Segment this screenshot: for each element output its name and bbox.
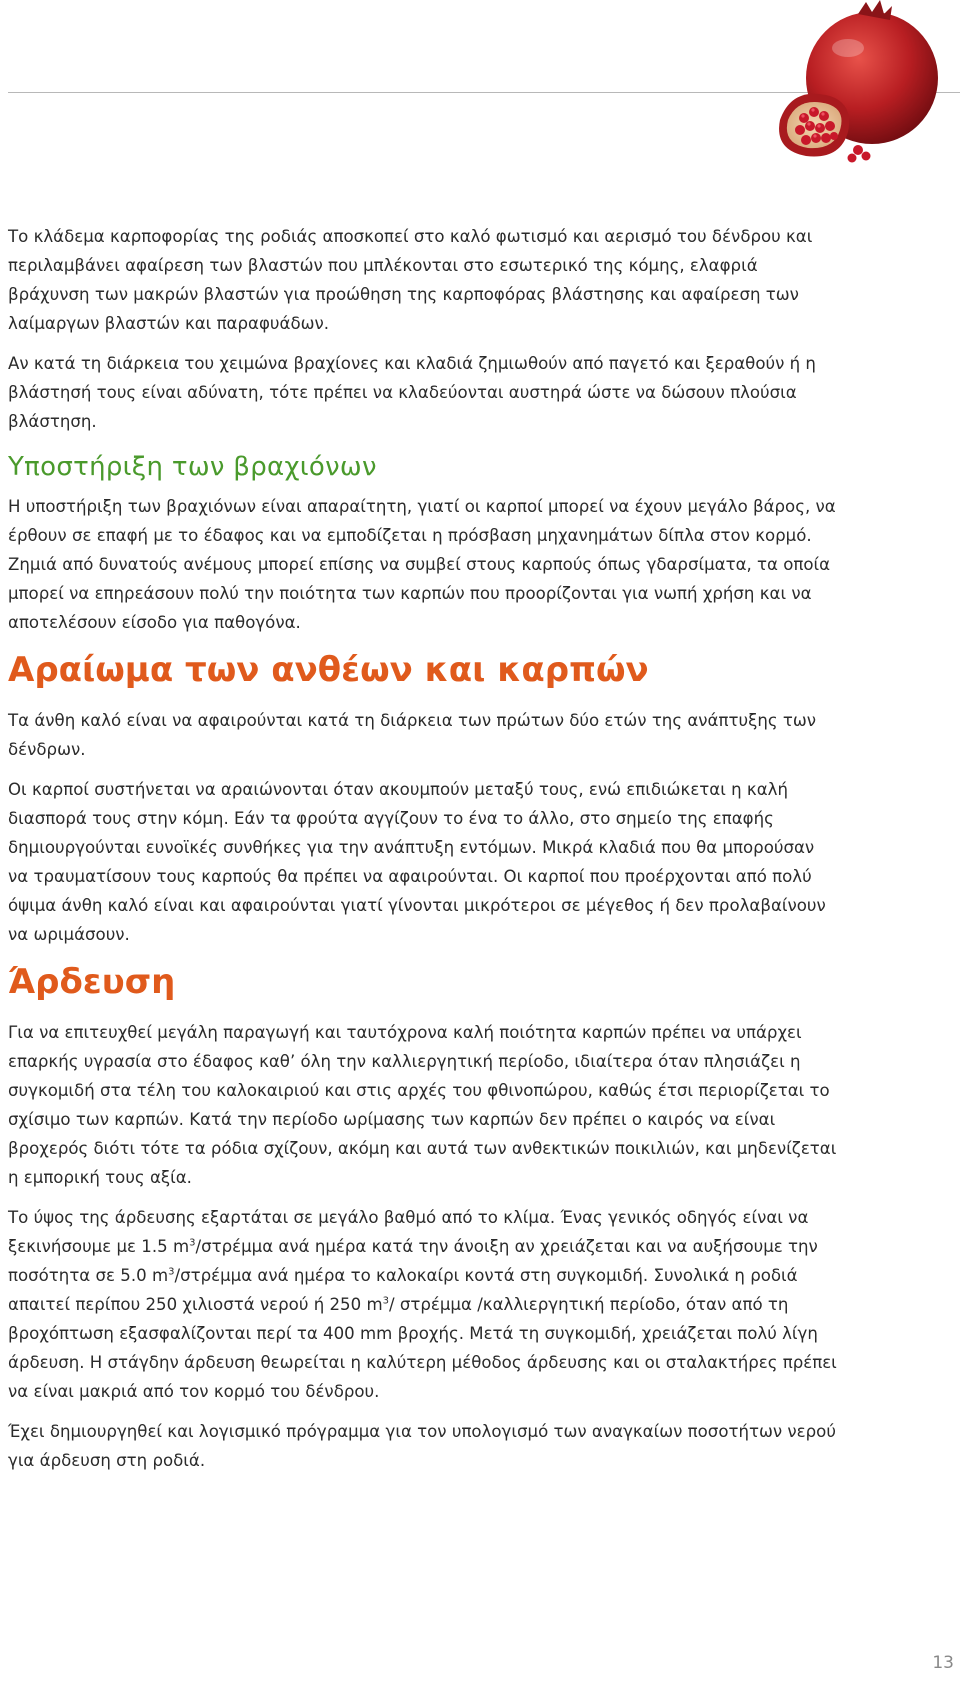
text-run: /στρέμμα ανά ημέρα το καλοκαίρι κοντά στη συγκομιδή. Συνολικά η ροδιά απαιτεί περίπου 250 χιλιοστά νερού ή 250 m	[8, 1266, 798, 1314]
body-paragraph: Έχει δημιουργηθεί και λογισμικό πρόγραμμα για τον υπολογισμό των αναγκαίων ποσοτήτων νερού για άρδευση στη ροδιά.	[8, 1422, 836, 1470]
section-heading-thinning: Αραίωμα των ανθέων και καρπών	[8, 650, 649, 690]
superscript: 3	[382, 1295, 389, 1307]
body-paragraph: Αν κατά τη διάρκεια του χειμώνα βραχίονες και κλαδιά ζημιωθούν από παγετό και ξεραθούν ή η βλάστησή τους είναι αδύνατη, τότε πρέπει να κλαδεύονται αυστηρά ώστε να δώσουν πλούσια βλάστηση.	[8, 354, 816, 431]
body-paragraph: Το κλάδεμα καρποφορίας της ροδιάς αποσκοπεί στο καλό φωτισμό και αερισμό του δένδρου και περιλαμβάνει αφαίρεση των βλαστών που μπλέκονται στο εσωτερικό της κόμης, ελαφριά βράχυνση των μακρών βλαστών για προώθηση της καρποφόρας βλάστησης και αφαίρεση των λαίμαργων βλαστών και παραφυάδων.	[8, 227, 813, 333]
page-content	[8, 222, 838, 1486]
pomegranate-illustration	[762, 0, 960, 170]
body-paragraph: Για να επιτευχθεί μεγάλη παραγωγή και ταυτόχρονα καλή ποιότητα καρπών πρέπει να υπάρχει επαρκής υγρασία στο έδαφος καθ’ όλη την καλλιεργητική περίοδο, ιδιαίτερα όταν πλησιάζει η συγκομιδή στα τέλη του καλοκαιριού και στις αρχές του φθινοπώρου, καθώς έτσι περιορίζεται το σχίσιμο των καρπών. Κατά την περίοδο ωρίμασης των καρπών δεν πρέπει ο καιρός να είναι βροχερός διότι τότε τα ρόδια σχίζουν, ακόμη και αυτά των ανθεκτικών ποικιλιών, και μηδενίζεται η εμπορική τους αξία.	[8, 1023, 837, 1187]
text-run: /στρέμμα ανά ημέρα κατά την άνοιξη αν χρειάζεται και να αυξήσουμε την ποσότητα σε 5.0 m	[8, 1237, 818, 1285]
body-paragraph: Τα άνθη καλό είναι να αφαιρούνται κατά τη διάρκεια των πρώτων δύο ετών της ανάπτυξης των δένδρων.	[8, 711, 817, 759]
body-paragraph: Η υποστήριξη των βραχιόνων είναι απαραίτητη, γιατί οι καρποί μπορεί να έχουν μεγάλο βάρος, να έρθουν σε επαφή με το έδαφος και να εμποδίζεται η πρόσβαση μηχανημάτων δίπλα στον κορμό. Ζημιά από δυνατούς ανέμους μπορεί επίσης να συμβεί στους καρπούς όπως γδαρσίματα, τα οποία μπορεί να επηρεάσουν πολύ την ποιότητα των καρπών που προορίζονται για νωπή χρήση και να αποτελέσουν είσοδο για παθογόνα.	[8, 497, 836, 632]
section-heading-irrigation: Άρδευση	[8, 962, 176, 1002]
page-number: 13	[932, 1653, 954, 1673]
body-paragraph-irrigation-rates	[8, 1203, 838, 1406]
text-run: Το ύψος της άρδευσης εξαρτάται σε μεγάλο βαθμό από το κλίμα. Ένας γενικός οδηγός είναι να ξεκινήσουμε με 1.5 m	[8, 1208, 809, 1256]
body-paragraph: Οι καρποί συστήνεται να αραιώνονται όταν ακουμπούν μεταξύ τους, ενώ επιδιώκεται η καλή διασπορά τους στην κόμη. Εάν τα φρούτα αγγίζουν το ένα το άλλο, στο σημείο της επαφής δημιουργούνται ευνοϊκές συνθήκες για την ανάπτυξη εντόμων. Μικρά κλαδιά που θα μπορούσαν να τραυματίσουν τους καρπούς θα πρέπει να αφαιρούνται. Οι καρποί που προέρχονται από πολύ όψιμα άνθη καλό είναι και αφαιρούνται γιατί γίνονται μικρότεροι σε μέγεθος ή δεν προλαβαίνουν να ωριμάσουν.	[8, 780, 826, 944]
text-run: / στρέμμα /καλλιεργητική περίοδο, όταν από τη βροχόπτωση εξασφαλίζονται περί τα 400 mm βροχής. Μετά τη συγκομιδή, χρειάζεται πολύ λίγη άρδευση. Η στάγδην άρδευση θεωρείται η καλύτερη μέθοδος άρδευσης και οι σταλακτήρες πρέπει να είναι μακριά από τον κορμό του δένδρου.	[8, 1295, 837, 1401]
superscript: 3	[168, 1266, 175, 1278]
section-heading-branch-support: Υποστήριξη των βραχιόνων	[8, 452, 377, 482]
superscript: 3	[189, 1237, 196, 1249]
